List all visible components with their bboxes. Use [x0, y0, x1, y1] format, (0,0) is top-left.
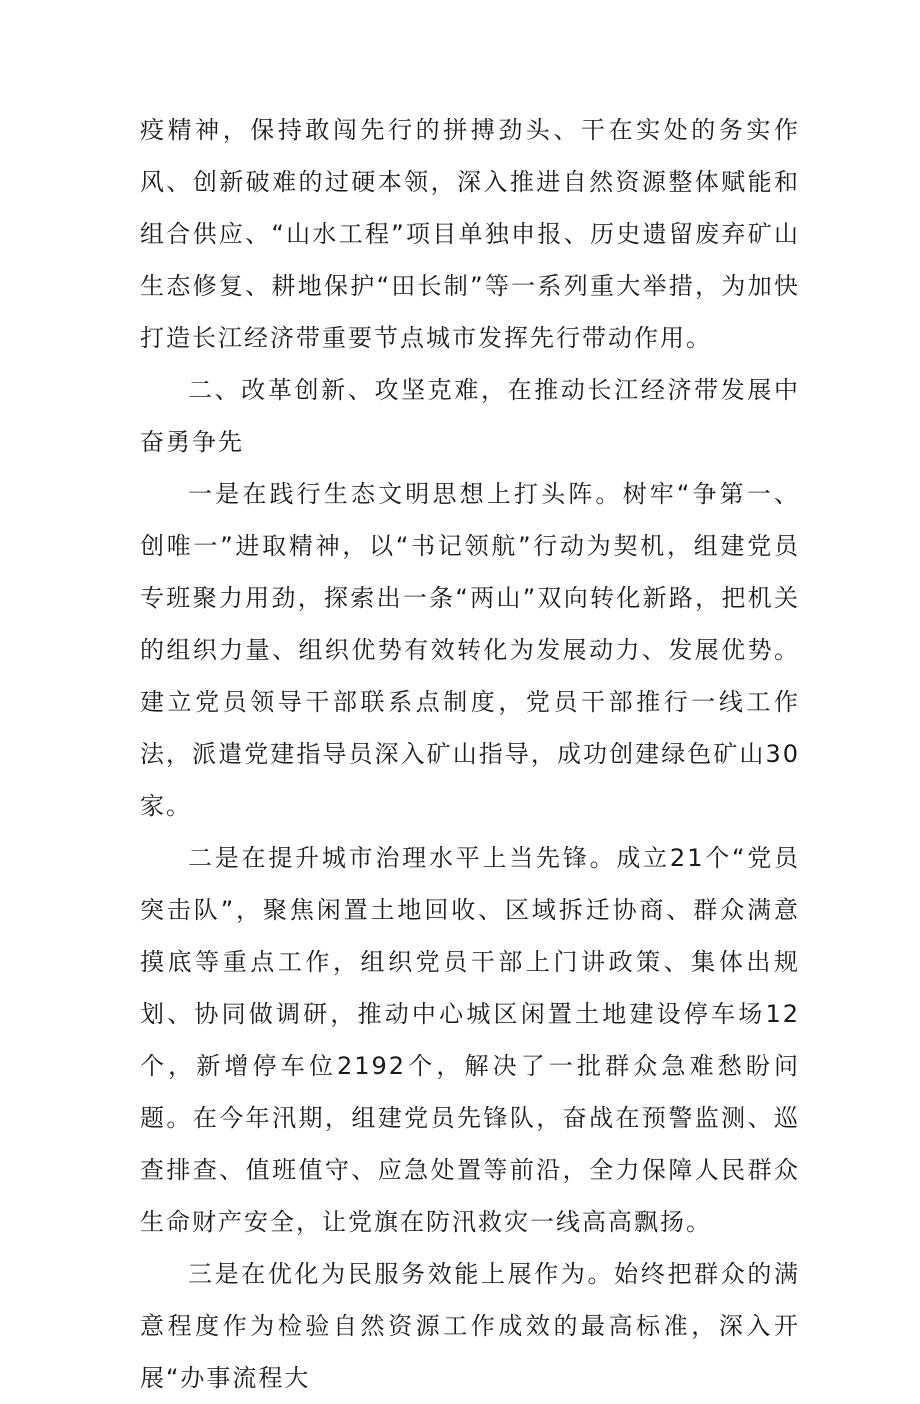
paragraph-item-one: 一是在践行生态文明思想上打头阵。树牢“争第一、创唯一”进取精神，以“书记领航”行动为契机，组建党员专班聚力用劲，探索出一条“两山”双向转化新路，把机关的组织力量、组织优势有效转化为发展动力、发展优势。建立党员领导干部联系点制度，党员干部推行一线工作法，派遣党建指导员深入矿山指导，成功创建绿色矿山30家。	[140, 480, 800, 820]
document-body	[140, 104, 800, 1404]
paragraph-continuation: 疫精神，保持敢闯先行的拼搏劲头、干在实处的务实作风、创新破难的过硬本领，深入推进自然资源整体赋能和组合供应、“山水工程”项目单独申报、历史遗留废弃矿山生态修复、耕地保护“田长制”等一系列重大举措，为加快打造长江经济带重要节点城市发挥先行带动作用。	[140, 116, 800, 352]
section-heading: 二、改革创新、攻坚克难，在推动长江经济带发展中奋勇争先	[140, 376, 800, 456]
paragraph-item-three: 三是在优化为民服务效能上展作为。始终把群众的满意程度作为检验自然资源工作成效的最高标准，深入开展“办事流程大	[140, 1260, 800, 1392]
paragraph-item-two: 二是在提升城市治理水平上当先锋。成立21个“党员突击队”，聚焦闲置土地回收、区域拆迁协商、群众满意摸底等重点工作，组织党员干部上门讲政策、集体出规划、协同做调研，推动中心城区闲置土地建设停车场12个，新增停车位2192个，解决了一批群众急难愁盼问题。在今年汛期，组建党员先锋队，奋战在预警监测、巡查排查、值班值守、应急处置等前沿，全力保障人民群众生命财产安全，让党旗在防汛救灾一线高高飘扬。	[140, 844, 800, 1236]
